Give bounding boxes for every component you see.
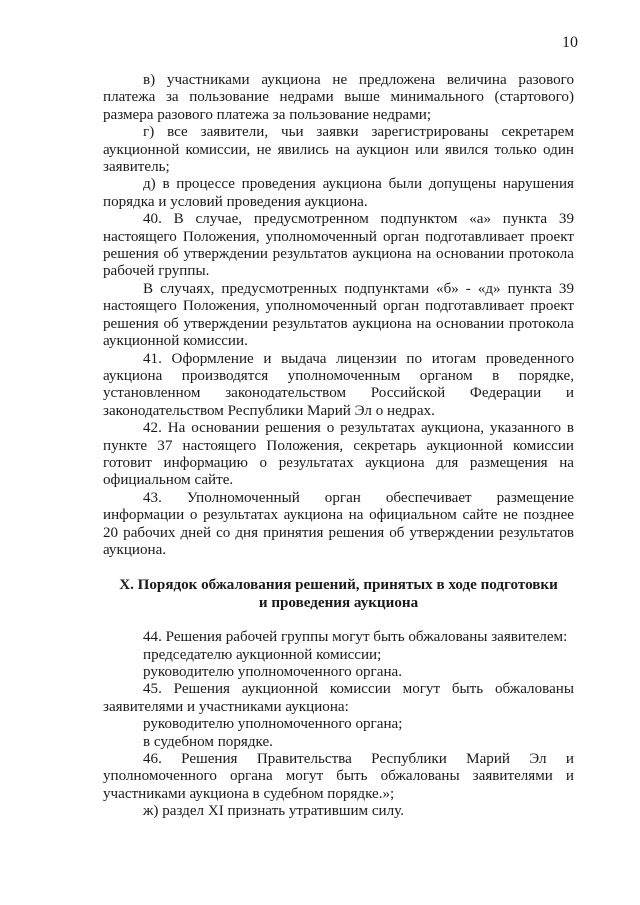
paragraph-40: 40. В случае, предусмотренном подпунктом «а» пункта 39 настоящего Положения, уполномоченный орган подготавливает проект решения об утверждении результатов аукциона на основании протокола рабочей группы. — [103, 211, 574, 280]
paragraph-item-zh: ж) раздел XI признать утратившим силу. — [143, 803, 404, 820]
paragraph-item-d: д) в процессе проведения аукциона были допущены нарушения порядка и условий проведения аукциона. — [103, 176, 574, 210]
section-heading-line-1: X. Порядок обжалования решений, принятых в ходе подготовки — [119, 577, 558, 594]
paragraph-44-item-1: председателю аукционной комиссии; — [143, 646, 382, 663]
paragraph-40-cont: В случаях, предусмотренных подпунктами «б» - «д» пункта 39 настоящего Положения, уполномоченный орган подготавливает проект решения об утверждении результатов аукциона на основании протокола аукционной комиссии. — [103, 280, 574, 350]
paragraph-46: 46. Решения Правительства Республики Марий Эл и уполномоченного органа могут быть обжалованы заявителями и участниками аукциона в судебном порядке.»; — [103, 751, 574, 802]
paragraph-43: 43. Уполномоченный орган обеспечивает размещение информации о результатах аукциона на официальном сайте не позднее 20 рабочих дней со дня принятия решения об утверждении результатов аукциона. — [103, 489, 574, 558]
paragraph-44-item-2: руководителю уполномоченного органа. — [143, 664, 402, 680]
paragraph-45: 45. Решения аукционной комиссии могут быть обжалованы заявителями и участниками аукциона: — [103, 681, 574, 715]
paragraph-44: 44. Решения рабочей группы могут быть обжалованы заявителем: — [143, 629, 568, 646]
paragraph-45-item-2: в судебном порядке. — [143, 733, 273, 750]
document-body — [103, 72, 574, 821]
paragraph-42: 42. На основании решения о результатах аукциона, указанного в пункте 37 настоящего Положения, секретарь аукционной комиссии готовит информацию о результатах аукциона для размещения на официальном сайте. — [103, 420, 574, 489]
paragraph-45-item-1: руководителю уполномоченного органа; — [143, 716, 403, 733]
section-heading — [103, 577, 574, 612]
paragraph-item-v: в) участниками аукциона не предложена величина разового платежа за пользование недрами выше минимального (стартового) размера разового платежа за пользование недрами; — [103, 72, 574, 123]
paragraph-41: 41. Оформление и выдача лицензии по итогам проведенного аукциона производятся уполномоченным органом в порядке, установленном законодательством Российской Федерации и законодательством Республики Марий Эл о недрах. — [103, 350, 574, 419]
section-heading-line-2: и проведения аукциона — [258, 594, 419, 611]
page-number: 10 — [562, 34, 578, 51]
paragraph-item-g: г) все заявители, чьи заявки зарегистрированы секретарем аукционной комиссии, не явились на аукцион или явился только один заявитель; — [103, 124, 574, 176]
